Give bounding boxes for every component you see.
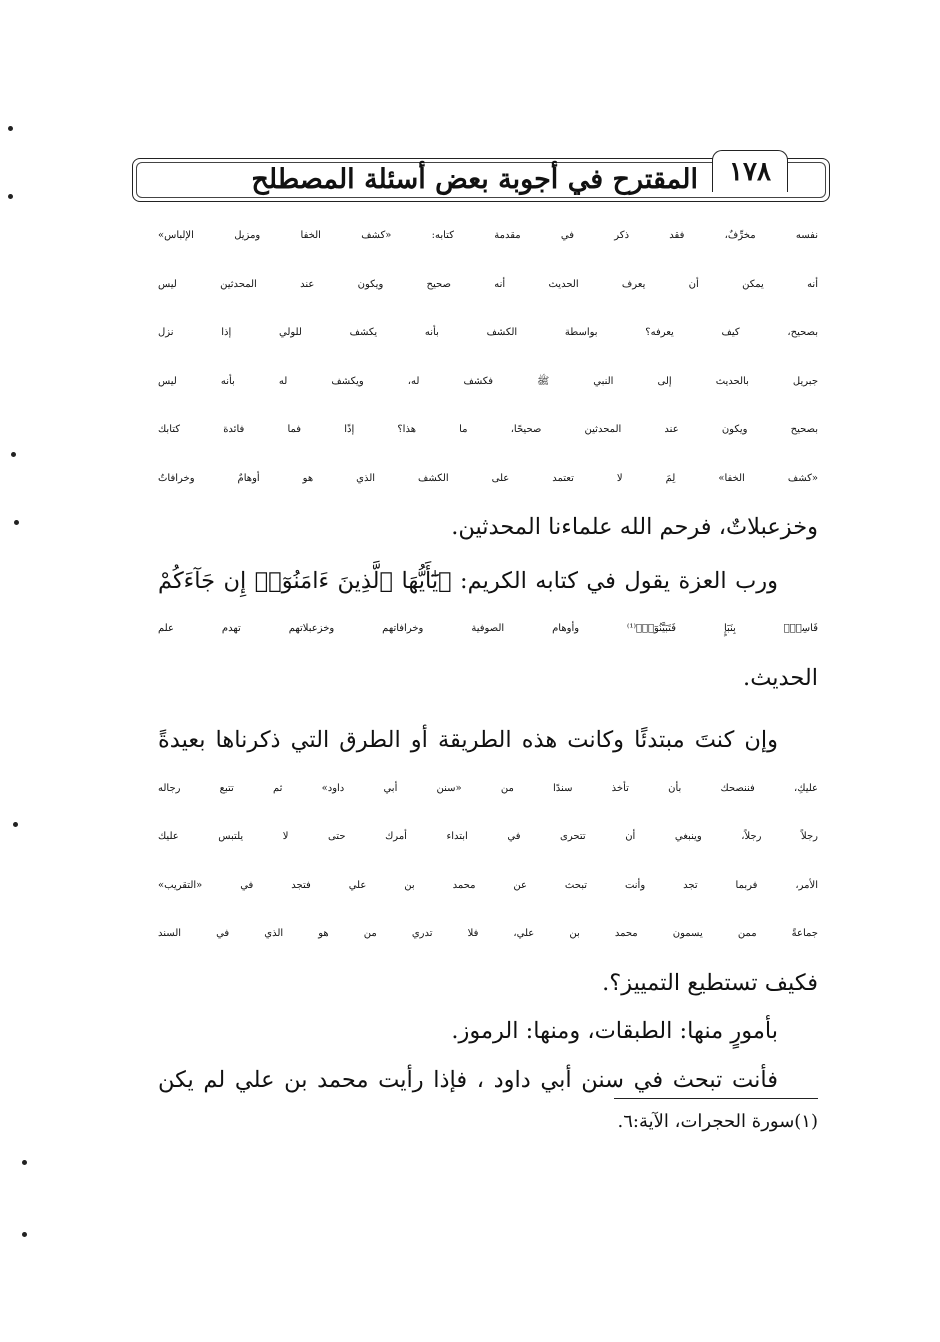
body-text <box>158 212 818 1104</box>
text-line: أنه يمكن أن يعرف الحديث أنه صحيح ويكون عند المحدثين ليس <box>158 278 818 290</box>
text-line: بصحيح ويكون عند المحدثين صحيحًا، ما هذا؟ إذًا فما فائدة كتابك <box>158 424 818 435</box>
scan-dot <box>22 1232 27 1237</box>
text-line: فَاسِقٌۢ بِنَبَإٍ فَتَبَيَّنُوٓا۟﴾⁽¹⁾ وأوهام الصوفية وخرافاتهم وخزعبلاتهم تهدم علم <box>158 623 818 634</box>
text-line: فأنت تبحث في سنن أبي داود ، فإذا رأيت محمد بن علي لم يكن <box>158 1066 778 1093</box>
text-line: وإن كنتَ مبتدئًا وكانت هذه الطريقة أو الطرق التي ذكرناها بعيدةً <box>158 727 778 753</box>
scan-dot <box>13 822 18 827</box>
scan-dot <box>14 520 19 525</box>
scan-dot <box>22 1160 27 1165</box>
footnote: (١)سورة الحجرات، الآية:٦. <box>617 1111 818 1132</box>
text-line: رجلاً رجلاً، وينبغي أن تتحرى في ابتداء أمرك حتى لا يلتبس عليك <box>158 831 818 842</box>
text-line: بصحيح، كيف يعرفه؟ بواسطة الكشف بأنه يكشف للولي إذا نزل <box>158 327 818 338</box>
scan-dot <box>8 194 13 199</box>
text-line: «كشف الخفا» لِمَ لا تعتمد على الكشف الذي هو أوهامٌ وخرافاتٌ <box>158 472 818 484</box>
text-line: ورب العزة يقول في كتابه الكريم: ﴿يَٰٓأَيُّهَا ٱلَّذِينَ ءَامَنُوٓا۟ إِن جَآءَكُمْ <box>158 567 778 594</box>
text-line: نفسه مخرِّفٌ، فقد ذكر في مقدمة كتابه: «كشف الخفا ومزيل الإلباس» <box>158 230 818 241</box>
text-line: الحديث. <box>743 664 818 691</box>
page-number: ١٧٨ <box>712 150 788 192</box>
text-line: وخزعبلاتٌ، فرحم الله علماءنا المحدثين. <box>451 514 818 540</box>
scan-dot <box>11 452 16 457</box>
scan-dot <box>8 126 13 131</box>
text-line: عليكِ، فننصحك بأن تأخذ سندًا من «سنن أبي داود» ثم تتبع رجاله <box>158 782 818 794</box>
text-line: جماعةً ممن يسمون محمد بن علي، فلا تدري من هو الذي في السند <box>158 928 818 939</box>
text-line: الأمر، فربما تجد وأنت تبحث عن محمد بن علي فتجد في «التقريب» <box>158 879 818 891</box>
text-line: جبريل بالحديث إلى النبي ﷺ فكشف له، ويكشف له بأنه ليس <box>158 375 818 387</box>
footnote-separator <box>614 1098 818 1099</box>
running-header-title: المقترح في أجوبة بعض أسئلة المصطلح <box>251 164 698 195</box>
text-line: فكيف تستطيع التمييز؟. <box>602 969 818 996</box>
text-line: بأمورٍ منها: الطبقات، ومنها: الرموز. <box>451 1018 778 1044</box>
